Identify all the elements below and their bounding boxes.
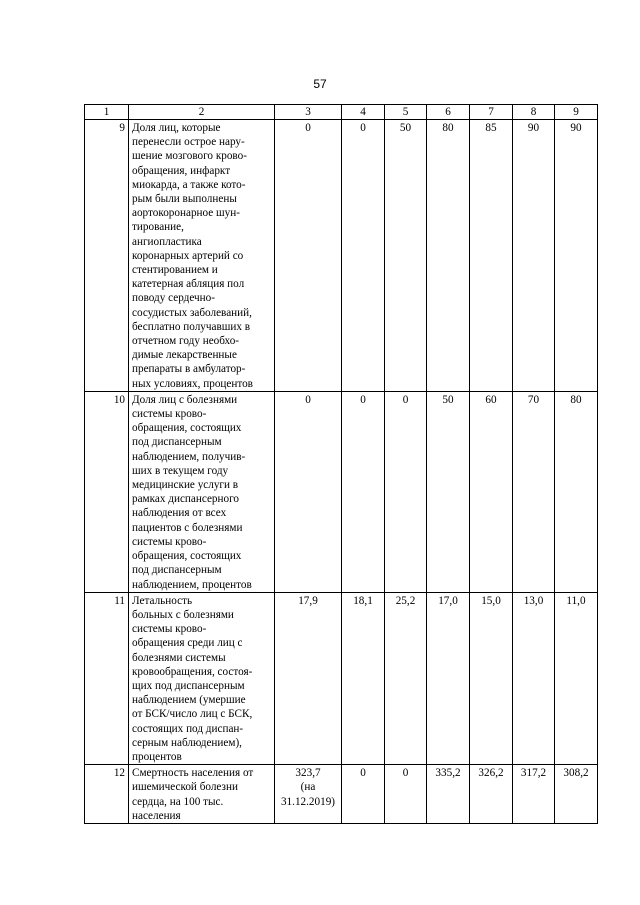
value-cell: 308,2 <box>555 765 598 824</box>
indicator-name-line: препараты в амбулатор- <box>132 363 246 376</box>
indicator-name-line: ных условиях, процентов <box>132 377 253 390</box>
value-cell: 85 <box>470 120 513 392</box>
value-cell: 80 <box>555 391 598 592</box>
indicator-name-line: кровообращения, состоя- <box>132 665 253 678</box>
indicator-name-line: катетерная абляция пол <box>132 278 245 291</box>
indicator-name-line: обращения, состоящих <box>132 550 242 563</box>
value-cell: 18,1 <box>342 592 385 764</box>
indicator-name-line: миокарда, а также кото- <box>132 178 246 191</box>
table-row <box>85 120 598 392</box>
value-cell: 17,9 <box>275 592 342 764</box>
header-cell: 4 <box>342 105 385 120</box>
indicator-name-line: шение мозгового крово- <box>132 150 247 163</box>
value-cell: 70 <box>513 391 555 592</box>
value-cell: 326,2 <box>470 765 513 824</box>
indicator-name-line: рамках диспансерного <box>132 493 239 506</box>
indicator-name-line: пациентов с болезнями <box>132 521 243 534</box>
value-cell <box>275 765 342 824</box>
header-cell: 1 <box>85 105 129 120</box>
table-row <box>85 592 598 764</box>
indicator-name-line: тирование, <box>132 221 184 234</box>
header-cell: 6 <box>427 105 470 120</box>
value-cell: 25,2 <box>385 592 427 764</box>
indicator-name-line: наблюдением (умершие <box>132 694 246 707</box>
indicator-name-line: наблюдением, процентов <box>132 578 252 591</box>
row-number: 12 <box>85 765 129 824</box>
row-number: 11 <box>85 592 129 764</box>
value-cell: 0 <box>385 391 427 592</box>
indicator-name-line: от БСК/число лиц с БСК, <box>132 708 253 721</box>
indicator-name-line: Смертность населения от <box>132 767 254 780</box>
indicator-name-line: рым были выполнены <box>132 193 237 206</box>
indicator-name-line: щих под диспансерным <box>132 679 245 692</box>
indicator-name-line: сердца, на 100 тыс. <box>132 795 224 808</box>
header-cell: 8 <box>513 105 555 120</box>
table-body <box>85 120 598 824</box>
indicator-name-line: обращения, состоящих <box>132 422 242 435</box>
indicator-name-line: болезнями системы <box>132 651 226 664</box>
indicator-name-line: ишемической болезни <box>132 781 238 794</box>
value-line: 323,7 <box>295 767 321 780</box>
header-cell: 9 <box>555 105 598 120</box>
indicator-name-line: Доля лиц с болезнями <box>132 393 238 406</box>
value-cell: 335,2 <box>427 765 470 824</box>
header-cell: 2 <box>129 105 275 120</box>
indicator-name-line: состоящих под диспан- <box>132 722 244 735</box>
value-line: 31.12.2019) <box>280 795 336 808</box>
indicator-name-line: системы крово- <box>132 535 207 548</box>
table-header-row <box>85 105 598 120</box>
indicator-name-line: поводу сердечно- <box>132 292 215 305</box>
indicator-name-line: аортокоронарное шун- <box>132 207 240 220</box>
indicator-name-line: серным наблюдением), <box>132 736 242 749</box>
value-cell: 90 <box>555 120 598 392</box>
indicator-name-line: стентированием и <box>132 264 218 277</box>
page-number: 57 <box>313 77 327 91</box>
value-cell: 317,2 <box>513 765 555 824</box>
indicator-name-line: обращения, инфаркт <box>132 164 231 177</box>
value-cell: 0 <box>342 765 385 824</box>
indicator-name <box>129 120 275 392</box>
value-cell: 0 <box>275 120 342 392</box>
indicator-name-line: сосудистых заболеваний, <box>132 306 252 319</box>
value-cell: 0 <box>342 391 385 592</box>
indicator-name-line: наблюдением, получив- <box>132 450 246 463</box>
table-row <box>85 391 598 592</box>
indicator-name-line: обращения среди лиц с <box>132 637 243 650</box>
value-cell: 50 <box>427 391 470 592</box>
indicator-name-line: населения <box>132 809 181 822</box>
indicator-name-line: Доля лиц, которые <box>132 122 221 134</box>
value-cell: 17,0 <box>427 592 470 764</box>
indicator-name-line: ангиопластика <box>132 235 202 248</box>
value-cell: 50 <box>385 120 427 392</box>
header-cell: 5 <box>385 105 427 120</box>
value-cell: 0 <box>385 765 427 824</box>
indicator-name-line: больных с болезнями <box>132 608 234 621</box>
indicator-name-line: системы крово- <box>132 623 207 636</box>
indicator-name-line: димые лекарственные <box>132 349 237 362</box>
row-number: 9 <box>85 120 129 392</box>
value-cell: 90 <box>513 120 555 392</box>
table-row <box>85 765 598 824</box>
value-cell: 13,0 <box>513 592 555 764</box>
row-number: 10 <box>85 391 129 592</box>
indicator-name-line: коронарных артерий со <box>132 249 244 262</box>
value-line: (на <box>300 781 316 794</box>
indicator-name-line: медицинские услуги в <box>132 479 239 492</box>
value-cell: 11,0 <box>555 592 598 764</box>
indicator-name-line: отчетном году необхо- <box>132 335 240 348</box>
indicator-name-line: Летальность <box>132 594 193 607</box>
header-cell: 3 <box>275 105 342 120</box>
indicator-name-line: ших в текущем году <box>132 464 229 477</box>
value-cell: 15,0 <box>470 592 513 764</box>
indicator-name-line: под диспансерным <box>132 436 222 449</box>
indicator-name <box>129 592 275 764</box>
value-cell: 0 <box>342 120 385 392</box>
indicator-name-line: бесплатно получавших в <box>132 320 251 333</box>
header-cell: 7 <box>470 105 513 120</box>
indicator-table <box>84 104 598 824</box>
indicator-name-line: под диспансерным <box>132 564 222 577</box>
indicator-name <box>129 765 275 824</box>
indicator-name-line: системы крово- <box>132 408 207 421</box>
value-cell: 0 <box>275 391 342 592</box>
value-cell: 60 <box>470 391 513 592</box>
indicator-name-line: перенесли острое нару- <box>132 136 245 149</box>
value-cell: 80 <box>427 120 470 392</box>
indicator-name <box>129 391 275 592</box>
indicator-name-line: процентов <box>132 750 182 763</box>
indicator-name-line: наблюдения от всех <box>132 507 227 520</box>
